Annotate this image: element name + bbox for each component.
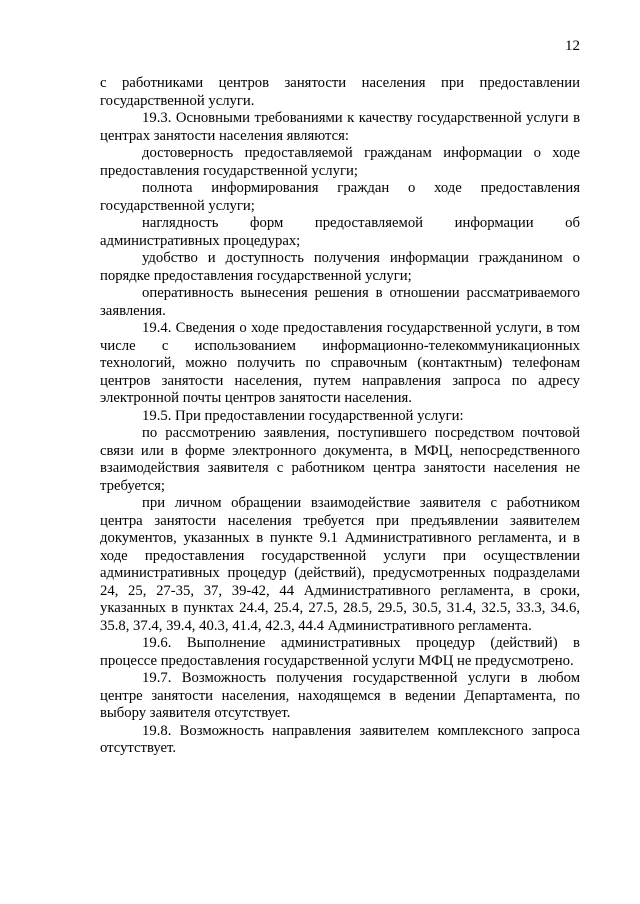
paragraph-19-4: 19.4. Сведения о ходе предоставления государственной услуги, в том числе с использованием информационно-телекоммуникационных технологий, можно получить по справочным (контактным) телефонам центров занятости населения, путем направления запроса по адресу электронной почты центров занятости населения. xyxy=(100,320,580,406)
paragraph-19-5-postal: по рассмотрению заявления, поступившего посредством почтовой связи или в форме электронного документа, в МФЦ, непосредственного взаимодействия заявителя с работником центра занятости населения не требуется; xyxy=(100,425,580,494)
paragraph-convenience: удобство и доступность получения информации гражданином о порядке предоставления государственной услуги; xyxy=(100,250,580,284)
page-number: 12 xyxy=(565,38,580,54)
paragraph-visibility: наглядность форм предоставляемой информации об административных процедурах; xyxy=(100,215,580,249)
paragraph-19-6: 19.6. Выполнение административных процедур (действий) в процессе предоставления государственной услуги МФЦ не предусмотрено. xyxy=(100,635,580,669)
paragraph-continuation: с работниками центров занятости населения при предоставлении государственной услуги. xyxy=(100,75,580,109)
paragraph-19-8: 19.8. Возможность направления заявителем комплексного запроса отсутствует. xyxy=(100,722,580,756)
paragraph-completeness: полнота информирования граждан о ходе предоставления государственной услуги; xyxy=(100,180,580,214)
paragraph-19-7: 19.7. Возможность получения государственной услуги в любом центре занятости населения, находящемся в ведении Департамента, по выбору заявителя отсутствует. xyxy=(100,670,580,721)
paragraph-reliability: достоверность предоставляемой гражданам информации о ходе предоставления государственной услуги; xyxy=(100,145,580,179)
paragraph-19-5: 19.5. При предоставлении государственной услуги: xyxy=(142,407,464,424)
paragraph-promptness: оперативность вынесения решения в отношении рассматриваемого заявления. xyxy=(100,285,580,319)
document-body xyxy=(100,75,580,758)
paragraph-19-3: 19.3. Основными требованиями к качеству государственной услуги в центрах занятости населения являются: xyxy=(100,110,580,144)
paragraph-19-5-personal: при личном обращении взаимодействие заявителя с работником центра занятости населения требуется при предъявлении заявителем документов, указанных в пункте 9.1 Административного регламента, и в ходе предоставления государственной услуги при осуществлении административных процедур (действий), предусмотренных подразделами 24, 25, 27-35, 37, 39-42, 44 Административного регламента, в сроки, указанных в пунктах 24.4, 25.4, 27.5, 28.5, 29.5, 30.5, 31.4, 32.5, 33.3, 34.6, 35.8, 37.4, 39.4, 40.3, 41.4, 42.3, 44.4 Административного регламента. xyxy=(100,495,580,634)
